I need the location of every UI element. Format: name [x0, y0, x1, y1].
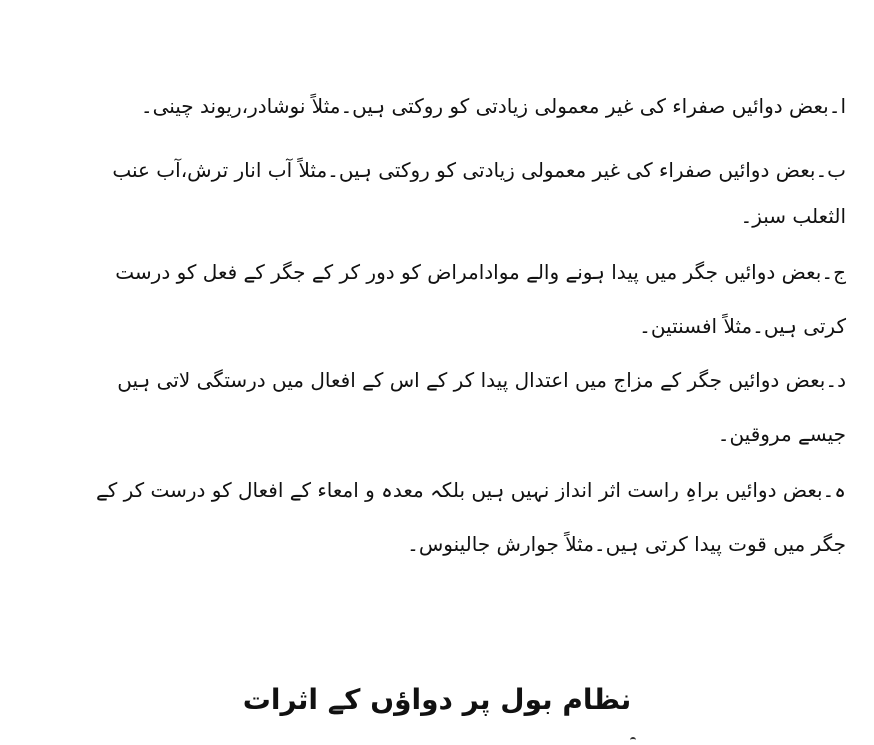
paragraph-jeem-line-1: ج۔بعض دوائیں جگر میں پیدا ہونے والے موادامراض کو دور کر کے جگر کے فعل کو درست [115, 260, 846, 284]
paragraph-alif-line-1: ا۔بعض دوائیں صفراء کی غیر معمولی زیادتی کو روکتی ہیں۔مثلاً نوشادر،ریوند چینی۔ [140, 94, 846, 118]
paragraph-be-line-1: ب۔بعض دوائیں صفراء کی غیر معمولی زیادتی کو روکتی ہیں۔مثلاً آب انار ترش،آب عنب [112, 158, 846, 182]
cut-off-glyph-fragment [630, 737, 636, 745]
paragraph-dal-line-2: جیسے مروقین۔ [717, 422, 846, 446]
section-heading: نظام بول پر دواؤں کے اثرات [242, 683, 632, 716]
paragraph-he-line-2: جگر میں قوت پیدا کرتی ہیں۔مثلاً جوارش جالینوس۔ [407, 532, 846, 556]
paragraph-dal-line-1: د۔بعض دوائیں جگر کے مزاج میں اعتدال پیدا کر کے اس کے افعال میں درستگی لاتی ہیں [117, 368, 846, 392]
paragraph-he-line-1: ہ۔بعض دوائیں براہِ راست اثر انداز نہیں ہیں بلکہ معدہ و امعاء کے افعال کو درست کر کے [95, 478, 846, 502]
paragraph-be-line-2: الثعلب سبز۔ [740, 204, 846, 228]
paragraph-jeem-line-2: کرتی ہیں۔مثلاً افسنتین۔ [639, 314, 846, 338]
